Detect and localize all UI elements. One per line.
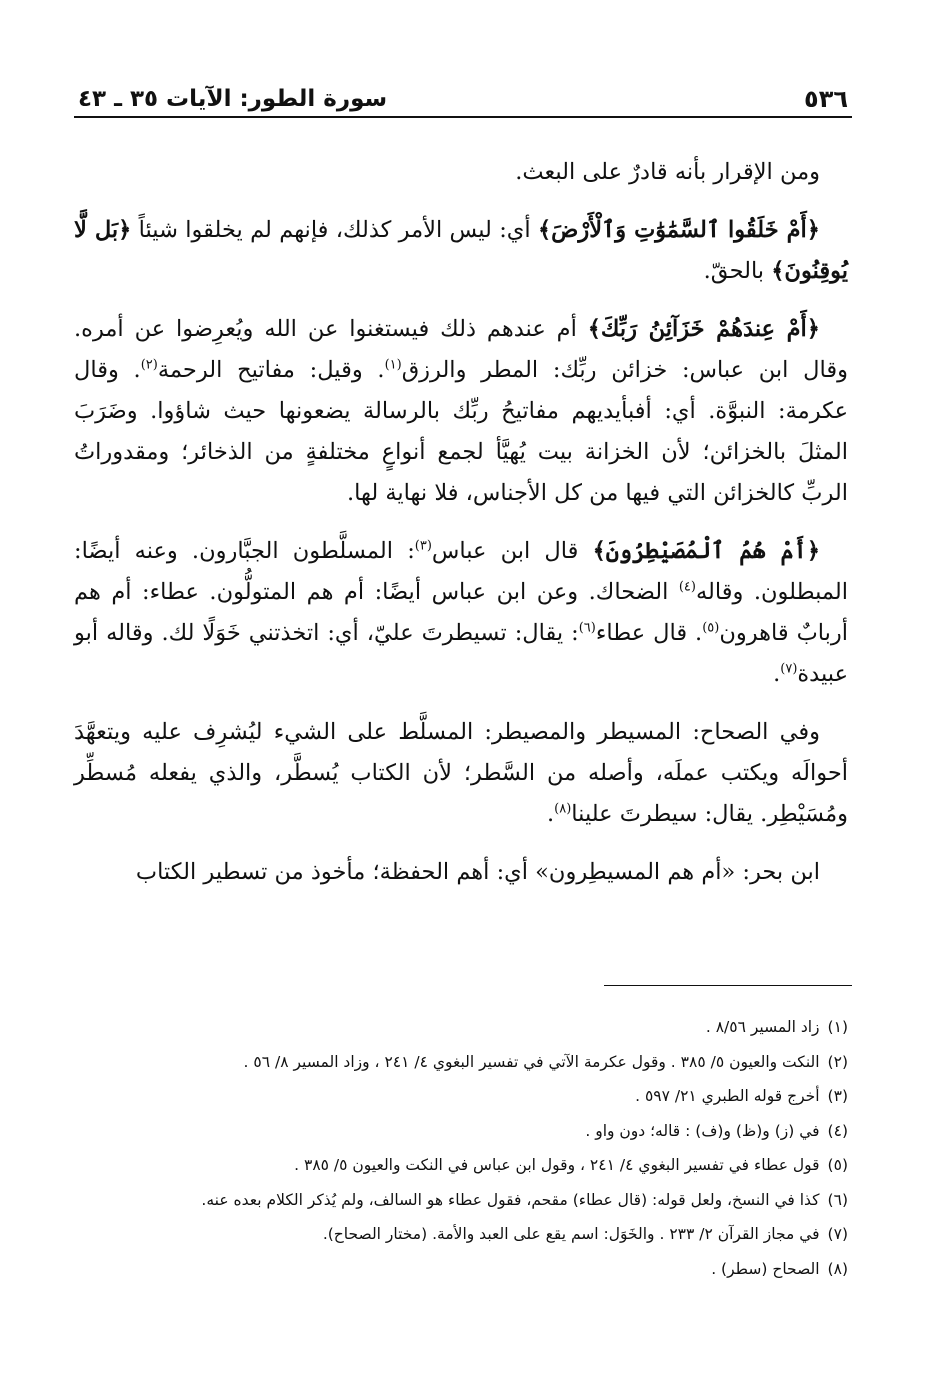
footnote-ref[interactable]: (٢) (140, 357, 158, 373)
quran-verse: ﴿أَمْ خَلَقُوا ٱلسَّمَٰوَٰتِ وَٱلْأَرْضَ﴾ (537, 217, 820, 243)
footnote-2: (٢)النكت والعيون ٥/ ٣٨٥ . وقول عكرمة الآتي في تفسير البغوي ٤/ ٢٤١ ، وزاد المسير ٨/ ٥٦ . (243, 1052, 848, 1071)
footnote-4: (٤)في (ز) و(ظ) و(ف) : قاله؛ دون واو . (585, 1121, 848, 1140)
running-title: سورة الطور: الآيات ٣٥ ـ ٤٣ (78, 86, 388, 112)
footnote-7: (٧)في مجاز القرآن ٢/ ٢٣٣ . والخَوَل: اسم يقع على العبد والأمة. (مختار الصحاح). (322, 1225, 848, 1243)
footnote-ref[interactable]: (٨) (554, 801, 572, 817)
footnote-8: (٨)الصحاح (سطر) . (711, 1259, 848, 1278)
page-number: ٥٣٦ (804, 85, 848, 113)
footnote-ref[interactable]: (٦) (578, 620, 596, 636)
paragraph-1: ومن الإقرار بأنه قادرٌ على البعث. (515, 159, 820, 185)
quran-verse: ﴿أَمْ هُمُ ٱلْمُصَيْطِرُونَ﴾ (592, 538, 821, 564)
footnote-3: (٣)أخرج قوله الطبري ٢١/ ٥٩٧ . (635, 1087, 848, 1105)
footnote-5: (٥)قول عطاء في تفسير البغوي ٤/ ٢٤١ ، وقول ابن عباس في النكت والعيون ٥/ ٣٨٥ . (294, 1156, 848, 1174)
footnote-separator (604, 985, 852, 986)
paragraph-6: ابن بحر: «أم هم المسيطِرون» أي: أهم الحفظة؛ مأخوذ من تسطير الكتاب (135, 859, 820, 885)
footnote-ref[interactable]: (١) (384, 357, 402, 373)
main-text (74, 152, 848, 910)
footnote-1: (١)زاد المسير ٨/٥٦ . (705, 1018, 848, 1036)
paragraph-5: وفي الصحاح: المسيطر والمصيطر: المسلَّط على الشيء ليُشرِف عليه ويتعهَّدَ أحوالَه ويكتب عملَه، وأصله من السَّطر؛ لأن الكتاب يُسطَّر، والذي يفعله مُسطِّر ومُسَيْطِر. يقال: سيطرتَ علينا$^{(٨)}$. (74, 719, 848, 827)
footnotes (110, 1010, 848, 1286)
footnote-ref[interactable]: (٥) (702, 620, 720, 636)
page-header (78, 62, 848, 114)
footnote-6: (٦)كذا في النسخ، ولعل قوله: (قال عطاء) مقحم، فقول عطاء هو السالف، ولم يُذكر الكلام بعده عنه. (201, 1190, 848, 1209)
paragraph-3: ﴿أَمْ عِندَهُمْ خَزَآئِنُ رَبِّكَ﴾ أم عندهم ذلك فيستغنوا عن الله ويُعرِضوا عن أمره. وقال ابن عباس: خزائن ربِّك: المطر والرزق$^{(١)}$. وقيل: مفاتيح الرحمة$^{(٢)}$. وقال عكرمة: النبوَّة. أي: أفبأيديهم مفاتيحُ ربِّك بالرسالة يضعونها حيث شاؤوا. وضَرَبَ المثلَ بالخزائن؛ لأن الخزانة بيت يُهيَّأ لجمع أنواعٍ مختلفةٍ من الذخائر؛ ومقدوراتُ الربِّ كالخزائن التي فيها من كل الأجناس، فلا نهاية لها. (74, 316, 848, 506)
footnote-ref[interactable]: (٤) (678, 579, 696, 595)
header-rule (74, 116, 852, 118)
footnote-ref[interactable]: (٧) (780, 661, 798, 677)
paragraph-4: ﴿أَمْ هُمُ ٱلْمُصَيْطِرُونَ﴾ قال ابن عباس$^{(٣)}$: المسلَّطون الجبَّارون. وعنه أيضًا: المبطلون. وقاله$^{(٤)}$ الضحاك. وعن ابن عباس أيضًا: أم هم المتولُّون. عطاء: أم هم أربابٌ قاهرون$^{(٥)}$. قال عطاء$^{(٦)}$: يقال: تسيطرتَ عليّ، أي: اتخذتني خَوَلًا لك. وقاله أبو عبيدة$^{(٧)}$. (74, 538, 849, 687)
footnote-ref[interactable]: (٣) (414, 538, 432, 554)
quran-verse: ﴿أَمْ عِندَهُمْ خَزَآئِنُ رَبِّكَ﴾ (587, 316, 820, 342)
paragraph-2: ﴿أَمْ خَلَقُوا ٱلسَّمَٰوَٰتِ وَٱلْأَرْضَ﴾ أي: ليس الأمر كذلك، فإنهم لم يخلقوا شيئاً ﴿بَل لَّا يُوقِنُونَ﴾ بالحقّ. (74, 217, 848, 284)
quran-verse: ﴿بَل لَّا يُوقِنُونَ﴾ (74, 217, 848, 284)
